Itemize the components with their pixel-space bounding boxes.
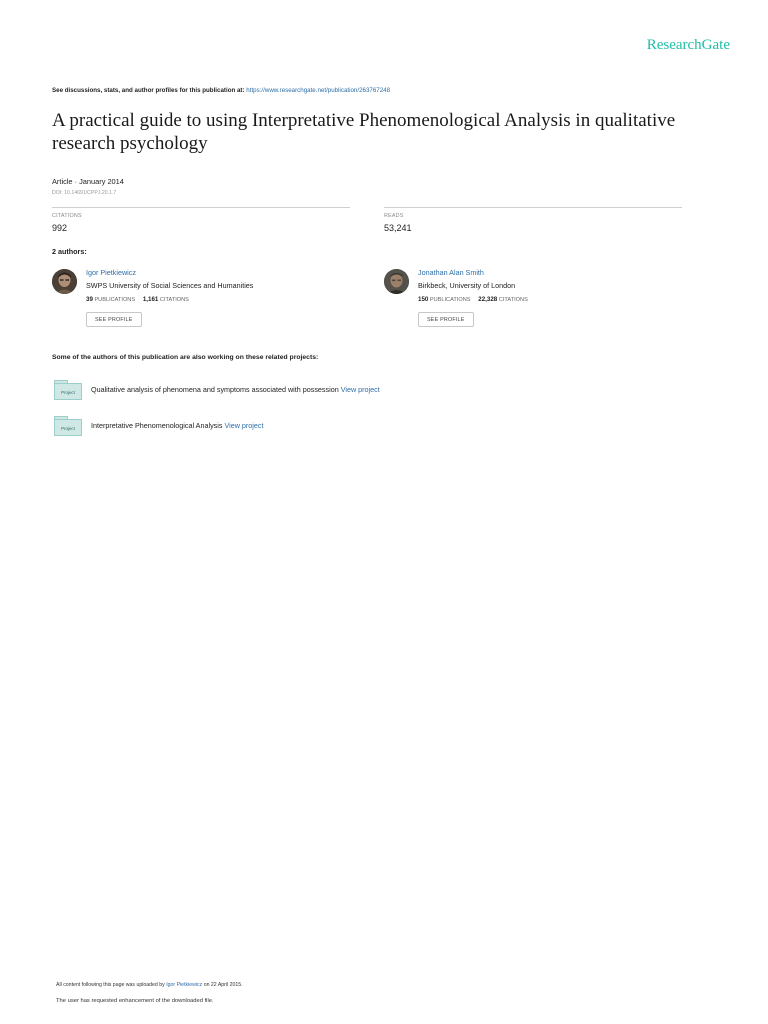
author-institution: SWPS University of Social Sciences and Humanities bbox=[86, 281, 254, 290]
uploader-link[interactable]: Igor Pietkiewicz bbox=[166, 982, 203, 988]
related-project-item bbox=[52, 380, 652, 406]
project-folder-label: Project bbox=[54, 383, 82, 400]
publication-title: A practical guide to using Interpretative Phenomenological Analysis in qualitative research psychology bbox=[52, 110, 676, 154]
researchgate-logo[interactable]: ResearchGate bbox=[646, 37, 730, 53]
author-avatar[interactable] bbox=[384, 269, 409, 294]
project-folder-icon bbox=[52, 380, 83, 402]
author-name[interactable]: Jonathan Alan Smith bbox=[418, 268, 484, 277]
publication-url-link[interactable]: https://www.researchgate.net/publication/263767248 bbox=[246, 87, 391, 94]
reads-value: 53,241 bbox=[384, 223, 412, 233]
author-stats bbox=[86, 296, 189, 303]
citations-divider bbox=[52, 207, 350, 208]
upload-suffix: on 22 April 2015. bbox=[203, 982, 243, 988]
project-title: Interpretative Phenomenological Analysis bbox=[91, 421, 223, 430]
upload-prefix: All content following this page was uploaded by bbox=[56, 982, 165, 988]
author-card bbox=[52, 267, 352, 337]
project-folder-icon bbox=[52, 416, 83, 438]
citations-count: 22,328 bbox=[478, 296, 498, 303]
article-type-date: Article · January 2014 bbox=[52, 177, 124, 186]
doi: DOI: 10.14691/CPPJ.20.1.7 bbox=[52, 190, 117, 196]
authors-heading: 2 authors: bbox=[52, 247, 87, 256]
view-project-link[interactable]: View project bbox=[224, 421, 264, 430]
citations-count: 1,161 bbox=[142, 296, 159, 303]
see-discussions-line bbox=[52, 87, 390, 94]
publications-count: 39 bbox=[86, 296, 93, 303]
project-text bbox=[91, 385, 380, 394]
see-profile-button[interactable]: SEE PROFILE bbox=[418, 312, 474, 327]
related-projects-heading: Some of the authors of this publication are also working on these related projects: bbox=[52, 354, 319, 361]
author-avatar[interactable] bbox=[52, 269, 77, 294]
author-name[interactable]: Igor Pietkiewicz bbox=[86, 268, 136, 277]
related-project-item bbox=[52, 416, 652, 442]
view-project-link[interactable]: View project bbox=[340, 385, 380, 394]
enhancement-note: The user has requested enhancement of the downloaded file. bbox=[56, 998, 214, 1004]
author-stats bbox=[418, 296, 528, 303]
publications-count: 150 bbox=[418, 296, 429, 303]
author-card bbox=[384, 267, 684, 337]
citations-value: 992 bbox=[52, 223, 68, 233]
citations-label: CITATIONS bbox=[52, 213, 82, 219]
publications-label: PUBLICATIONS bbox=[94, 297, 136, 303]
upload-note bbox=[56, 982, 243, 988]
see-profile-button[interactable]: SEE PROFILE bbox=[86, 312, 142, 327]
project-title: Qualitative analysis of phenomena and symptoms associated with possession bbox=[91, 385, 339, 394]
project-text bbox=[91, 421, 263, 430]
reads-divider bbox=[384, 207, 682, 208]
see-discussions-text: See discussions, stats, and author profiles for this publication at: bbox=[52, 87, 245, 94]
reads-label: READS bbox=[384, 213, 404, 219]
author-institution: Birkbeck, University of London bbox=[418, 281, 516, 290]
project-folder-label: Project bbox=[54, 419, 82, 436]
citations-label: CITATIONS bbox=[159, 297, 189, 303]
publications-label: PUBLICATIONS bbox=[429, 297, 471, 303]
citations-label: CITATIONS bbox=[498, 297, 528, 303]
